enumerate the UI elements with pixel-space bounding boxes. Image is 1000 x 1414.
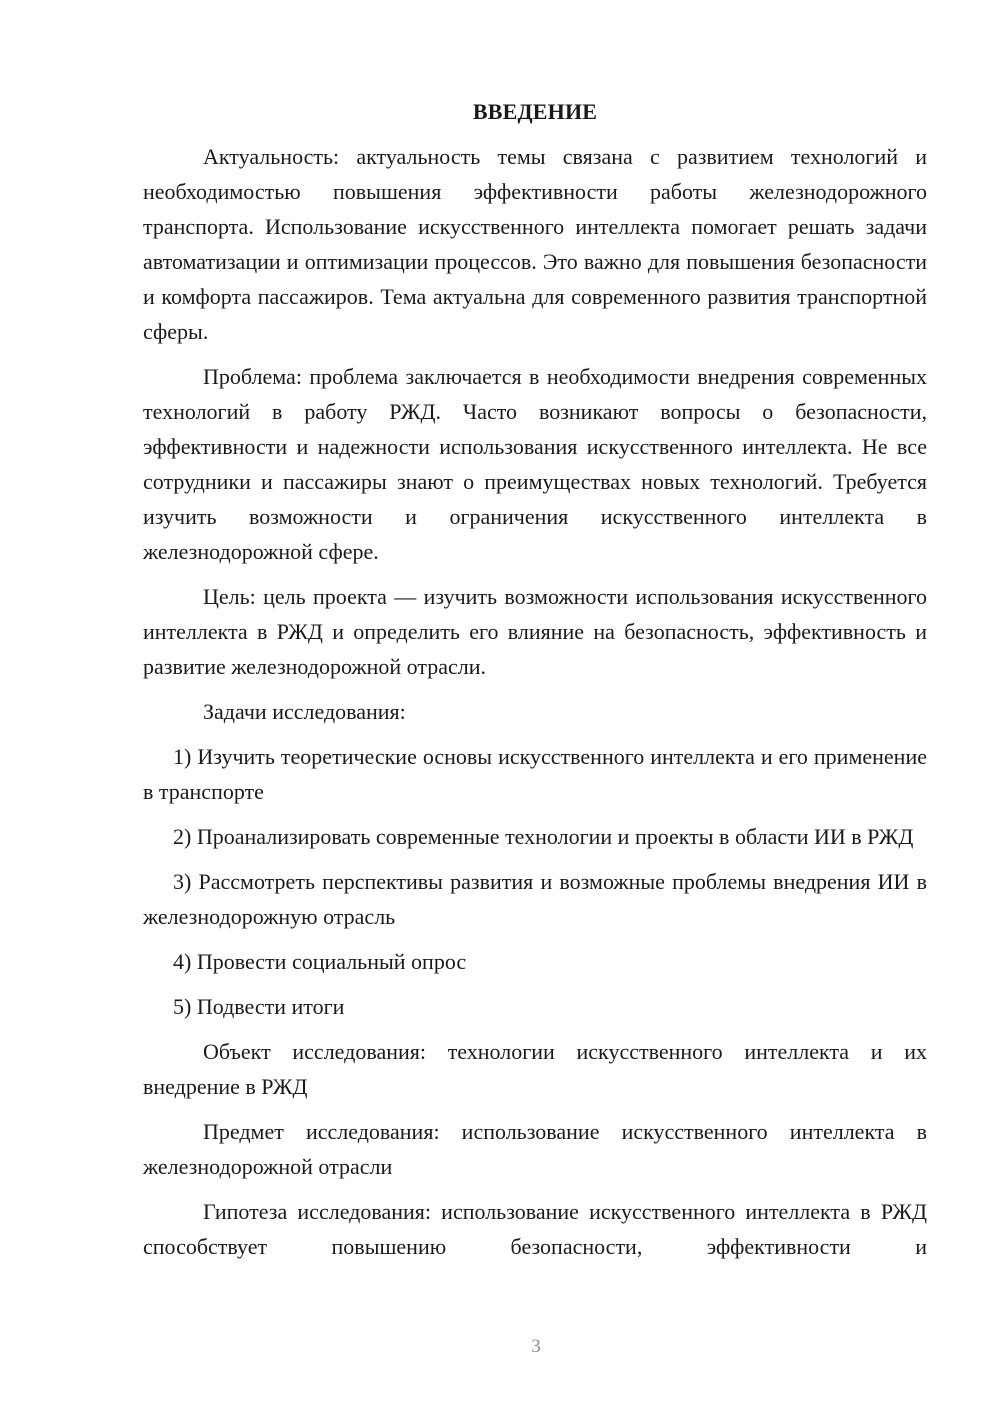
- task-item-1: 1) Изучить теоретические основы искусственного интеллекта и его применение в транспорте: [143, 744, 927, 804]
- section-title: ВВЕДЕНИЕ: [472, 99, 598, 124]
- subject-paragraph: Предмет исследования: использование искусственного интеллекта в железнодорожной отрасли: [143, 1119, 927, 1179]
- goal-paragraph: Цель: цель проекта — изучить возможности использования искусственного интеллекта в РЖД и определить его влияние на безопасность, эффективность и развитие железнодорожной отрасли.: [143, 584, 927, 679]
- task-item-2: 2) Проанализировать современные технологии и проекты в области ИИ в РЖД: [173, 824, 914, 849]
- tasks-heading: Задачи исследования:: [203, 699, 406, 724]
- task-item-5: 5) Подвести итоги: [173, 994, 345, 1019]
- page-number: 3: [531, 1336, 541, 1357]
- problem-paragraph: Проблема: проблема заключается в необходимости внедрения современных технологий в работу РЖД. Часто возникают вопросы о безопасности, эффективности и надежности использования искусственного интеллекта. Не все сотрудники и пассажиры знают о преимуществах новых технологий. Требуется изучить возможности и ограничения искусственного интеллекта в железнодорожной сфере.: [143, 364, 927, 564]
- page-content: [143, 94, 927, 1274]
- relevance-paragraph: Актуальность: актуальность темы связана с развитием технологий и необходимостью повышения эффективности работы железнодорожного транспорта. Использование искусственного интеллекта помогает решать задачи автоматизации и оптимизации процессов. Это важно для повышения безопасности и комфорта пассажиров. Тема актуальна для современного развития транспортной сферы.: [143, 144, 927, 344]
- task-item-3: 3) Рассмотреть перспективы развития и возможные проблемы внедрения ИИ в железнодорожную отрасль: [143, 869, 927, 929]
- hypothesis-paragraph: Гипотеза исследования: использование искусственного интеллекта в РЖД способствует повышению безопасности, эффективности и: [143, 1199, 927, 1259]
- object-paragraph: Объект исследования: технологии искусственного интеллекта и их внедрение в РЖД: [143, 1039, 927, 1099]
- task-item-4: 4) Провести социальный опрос: [173, 949, 467, 974]
